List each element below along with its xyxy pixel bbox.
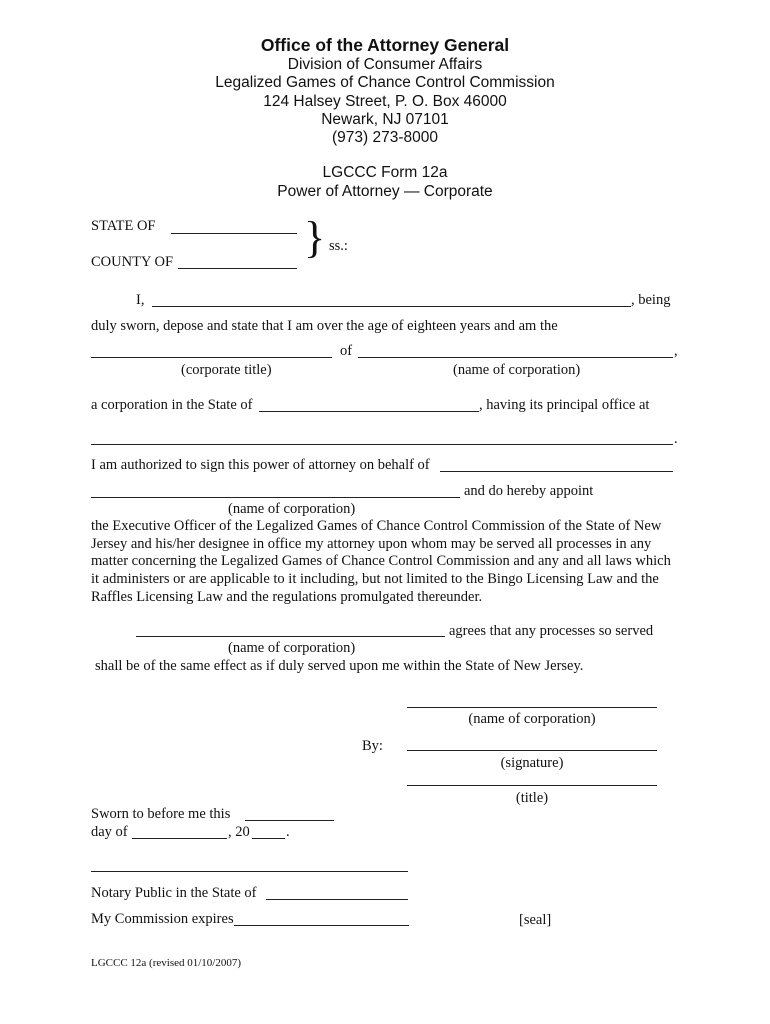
notary-public-label: Notary Public in the State of <box>91 885 257 901</box>
comma-label: , <box>674 343 678 359</box>
principal-office-label: , having its principal office at <box>479 397 650 413</box>
corporation-name-caption: (name of corporation) <box>453 362 581 378</box>
same-effect-statement: shall be of the same effect as if duly served upon me within the State of New Jersey. <box>95 658 584 674</box>
of-label: of <box>340 343 353 359</box>
appoint-label: and do hereby appoint <box>464 483 594 499</box>
street-line: 124 Halsey Street, P. O. Box 46000 <box>263 93 507 110</box>
notary-state-blank[interactable] <box>266 899 408 900</box>
commission-line: Legalized Games of Chance Control Commission <box>215 74 555 91</box>
appointment-paragraph: the Executive Officer of the Legalized Games of Chance Control Commission of the State of New Jersey and his/her designee in office my attorney upon whom may be served all processes in any matter concerning the Legalized Games of Chance Control Commission and any and all laws which it administers or are applicable to it including, but not limited to the Bingo Licensing Law and the Raffles Licensing Law and the regulations promulgated thereunder. <box>91 518 671 605</box>
appoint-corporation-blank[interactable] <box>91 497 460 498</box>
notary-signature-blank[interactable] <box>91 871 408 872</box>
corporate-title-blank[interactable] <box>91 357 332 358</box>
sworn-statement: duly sworn, depose and state that I am over the age of eighteen years and am the <box>91 318 558 334</box>
division-line: Division of Consumer Affairs <box>287 56 483 73</box>
sworn-before-label: Sworn to before me this <box>91 806 231 822</box>
corporate-title-caption: (corporate title) <box>181 362 272 378</box>
county-label: COUNTY OF <box>91 254 174 270</box>
state-blank[interactable] <box>171 233 297 234</box>
agreeing-corporation-caption: (name of corporation) <box>228 640 356 656</box>
city-line: Newark, NJ 07101 <box>321 111 449 128</box>
venue-brace: } <box>304 213 326 262</box>
title-caption: (title) <box>515 790 549 806</box>
day-of-label: day of <box>91 824 128 840</box>
agrees-label: agrees that any processes so served <box>449 623 654 639</box>
year-suffix-label: . <box>286 824 290 840</box>
signature-caption: (signature) <box>500 755 564 771</box>
address-period: . <box>674 431 678 447</box>
authorized-label: I am authorized to sign this power of attorney on behalf of <box>91 457 430 473</box>
being-label: , being <box>631 292 671 308</box>
authorized-corporation-blank[interactable] <box>440 471 673 472</box>
state-label: STATE OF <box>91 218 156 234</box>
title-blank[interactable] <box>407 785 657 786</box>
form-number: LGCCC Form 12a <box>322 164 448 181</box>
commission-expires-label: My Commission expires <box>91 911 234 927</box>
signature-blank[interactable] <box>407 750 657 751</box>
commission-expires-blank[interactable] <box>234 925 409 926</box>
by-label: By: <box>362 738 383 754</box>
year-prefix-label: , 20 <box>228 824 250 840</box>
appoint-corporation-caption: (name of corporation) <box>228 501 356 517</box>
incorporation-state-blank[interactable] <box>259 411 479 412</box>
phone-line: (973) 273-8000 <box>332 129 438 146</box>
affiant-name-blank[interactable] <box>152 306 631 307</box>
sworn-month-blank[interactable] <box>132 838 227 839</box>
seal-label: [seal] <box>519 912 552 928</box>
sworn-year-blank[interactable] <box>252 838 285 839</box>
signature-corporation-blank[interactable] <box>407 707 657 708</box>
ss-label: ss.: <box>329 238 348 254</box>
agreeing-corporation-blank[interactable] <box>136 636 445 637</box>
county-blank[interactable] <box>178 268 297 269</box>
office-title: Office of the Attorney General <box>260 35 510 55</box>
form-title: Power of Attorney — Corporate <box>277 183 493 200</box>
principal-office-blank[interactable] <box>91 444 673 445</box>
i-label: I, <box>136 292 145 308</box>
incorporated-in-label: a corporation in the State of <box>91 397 253 413</box>
sworn-day-blank[interactable] <box>245 820 334 821</box>
corporation-name-blank[interactable] <box>358 357 673 358</box>
signature-corporation-caption: (name of corporation) <box>468 711 596 727</box>
revision-footer: LGCCC 12a (revised 01/10/2007) <box>91 957 242 969</box>
